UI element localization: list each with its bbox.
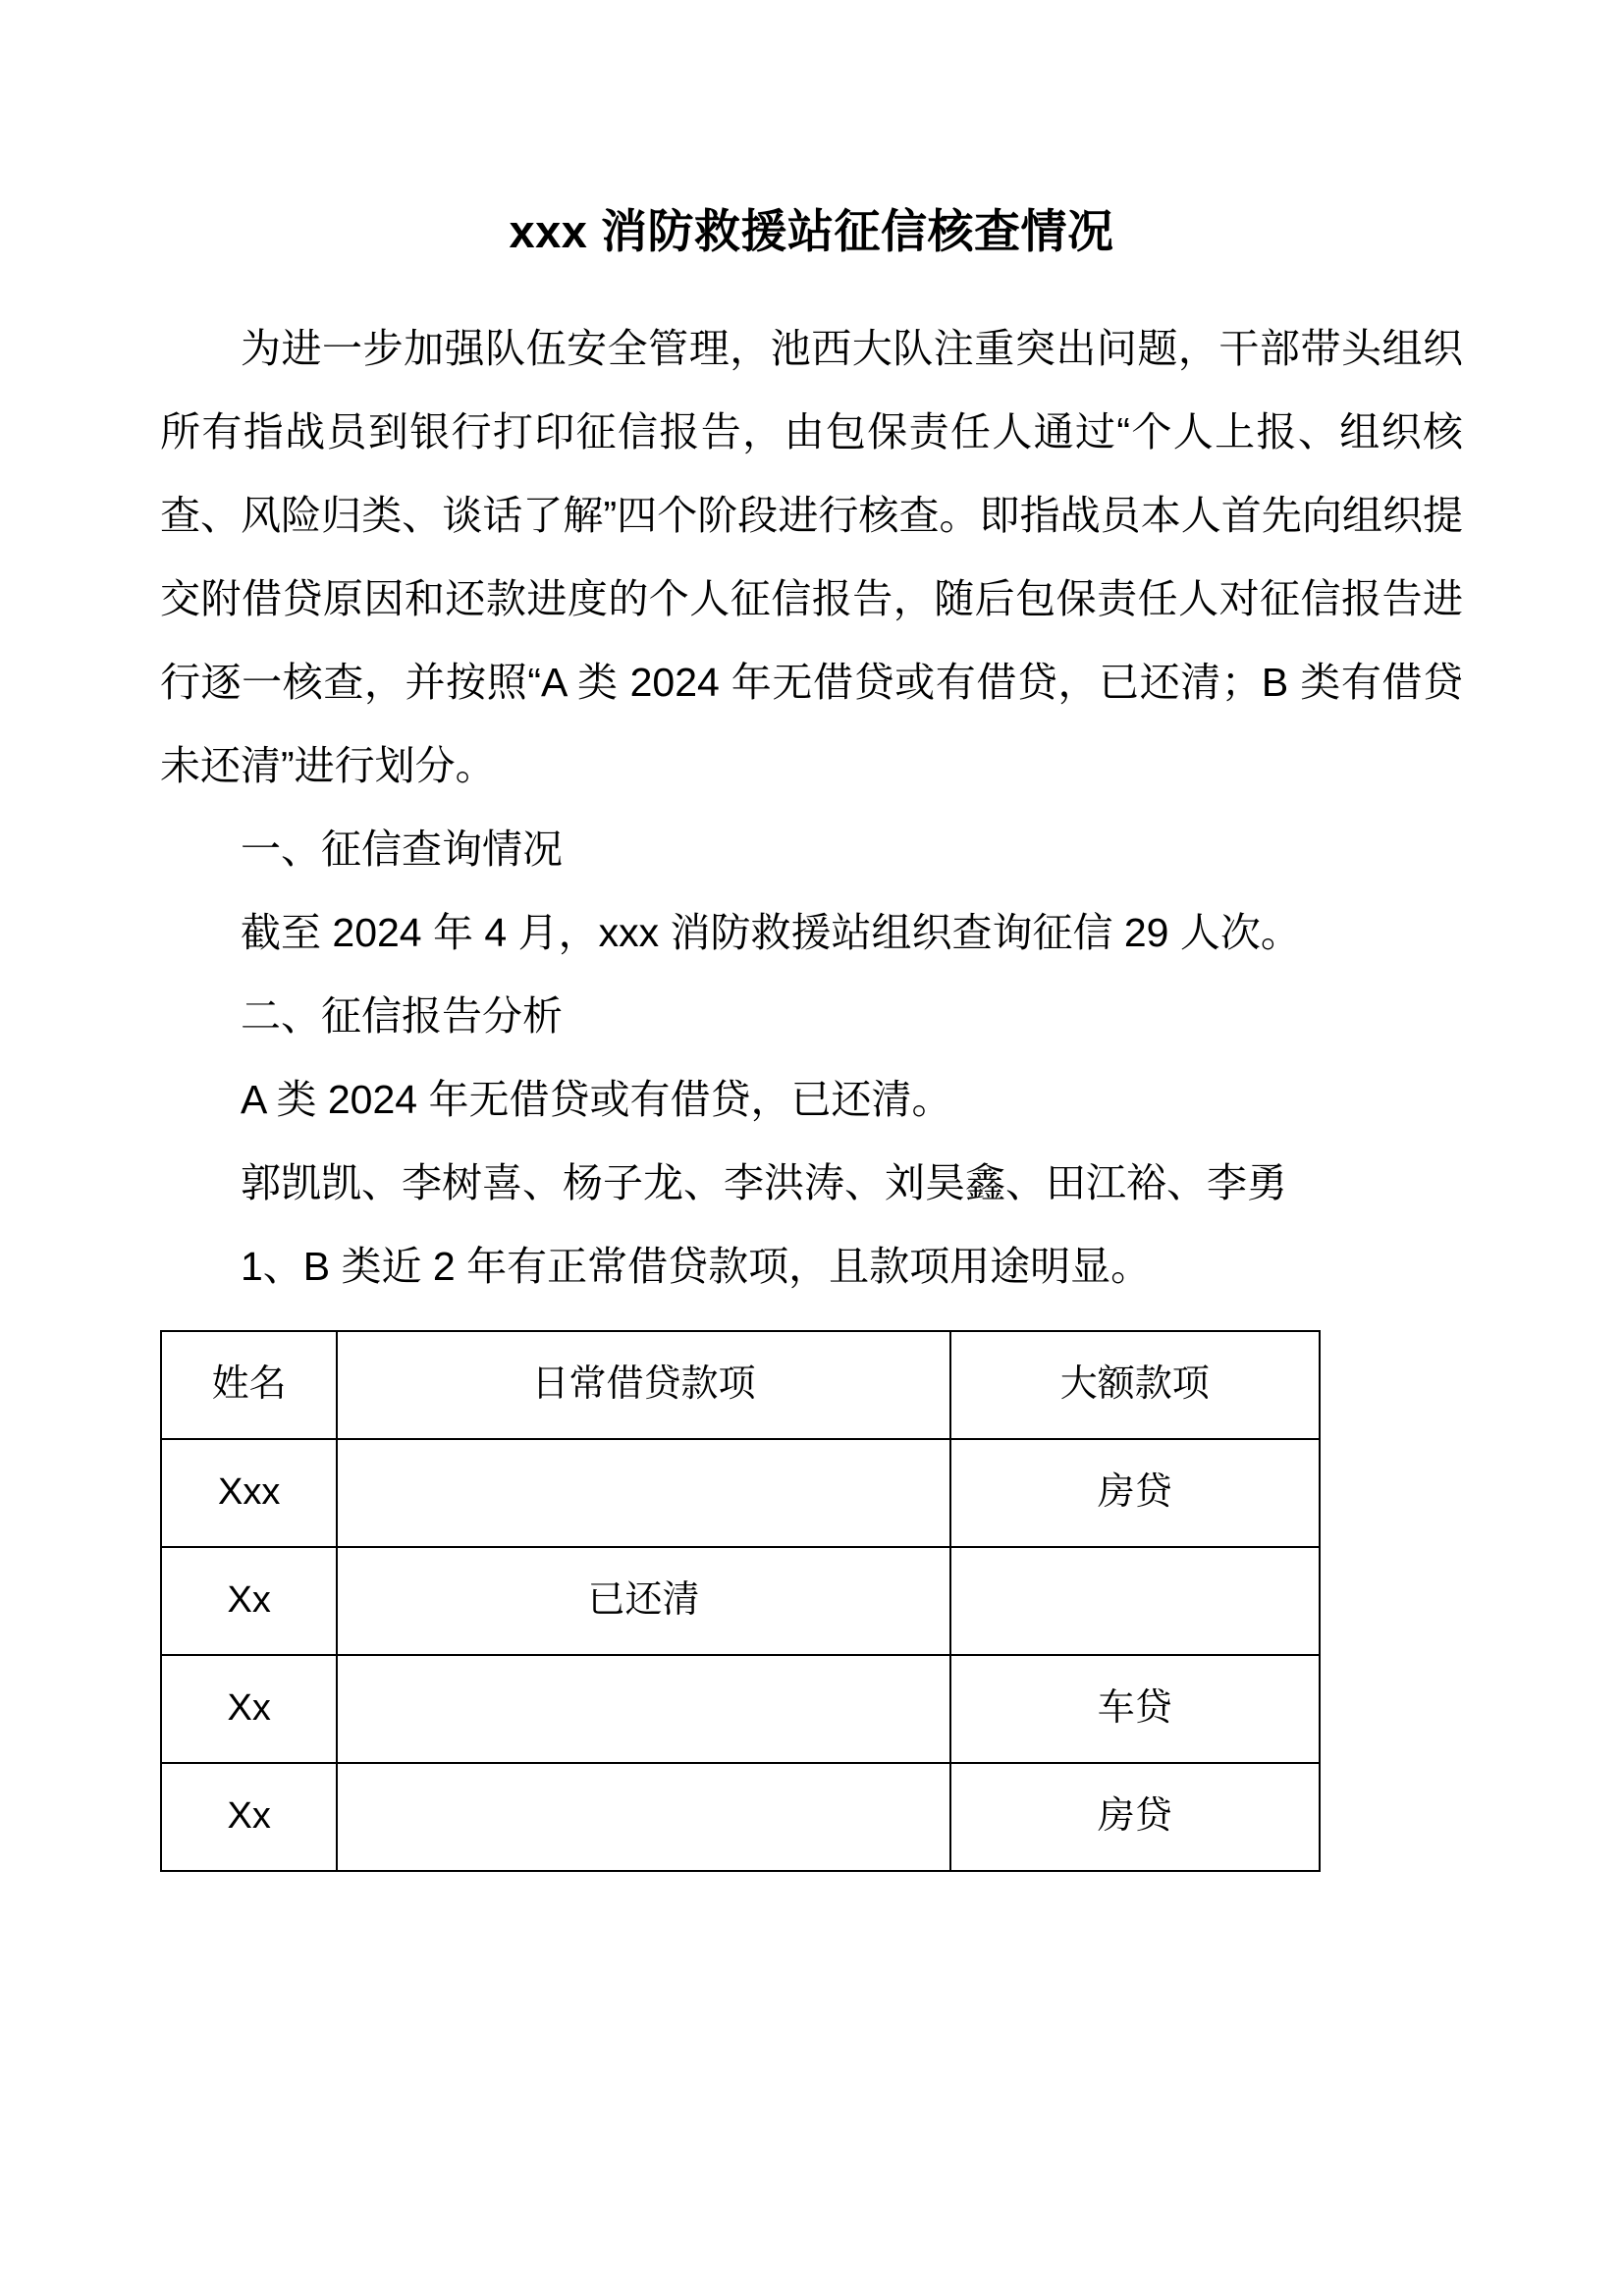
cell-daily (337, 1439, 949, 1547)
table-row (161, 1547, 1320, 1655)
intro-paragraph: 为进一步加强队伍安全管理，池西大队注重突出问题，干部带头组织所有指战员到银行打印征信报告，由包保责任人通过“个人上报、组织核查、风险归类、谈话了解”四个阶段进行核查。即指战员本人首先向组织提交附借贷原因和还款进度的个人征信报告，随后包保责任人对征信报告进行逐一核查，并按照“A 类 2024 年无借贷或有借贷，已还清；B 类有借贷未还清”进行划分。 (160, 326, 1463, 789)
cell-name: Xx (161, 1547, 337, 1655)
cell-large (950, 1547, 1320, 1655)
section-heading-2: 二、征信报告分析 (241, 993, 563, 1040)
table-header-cell-daily: 日常借贷款项 (337, 1331, 949, 1439)
table-header-cell-large: 大额款项 (950, 1331, 1320, 1439)
page-content (160, 0, 1463, 1872)
cell-name: Xx (161, 1763, 337, 1871)
section-heading-1: 一、征信查询情况 (241, 827, 563, 873)
cell-daily (337, 1763, 949, 1871)
page-title: xxx 消防救援站征信核查情况 (509, 205, 1114, 257)
loan-table-wrapper (160, 1330, 1463, 1872)
cell-large: 房贷 (950, 1439, 1320, 1547)
cell-name: Xxx (161, 1439, 337, 1547)
cell-name: Xx (161, 1655, 337, 1763)
table-header-cell-name: 姓名 (161, 1331, 337, 1439)
cell-large: 房贷 (950, 1763, 1320, 1871)
list-item-1: 1、B 类近 2 年有正常借贷款项，且款项用途明显。 (241, 1244, 1152, 1290)
table-row (161, 1655, 1320, 1763)
section-body-1: 截至 2024 年 4 月，xxx 消防救援站组织查询征信 29 人次。 (241, 910, 1301, 956)
category-a-names: 郭凯凯、李树喜、杨子龙、李洪涛、刘昊鑫、田江裕、李勇 (241, 1160, 1287, 1206)
section-body-2: A 类 2024 年无借贷或有借贷，已还清。 (241, 1077, 952, 1123)
cell-large: 车贷 (950, 1655, 1320, 1763)
cell-daily: 已还清 (337, 1547, 949, 1655)
loan-table (160, 1330, 1321, 1872)
table-row (161, 1763, 1320, 1871)
table-row (161, 1439, 1320, 1547)
cell-daily (337, 1655, 949, 1763)
table-header-row (161, 1331, 1320, 1439)
